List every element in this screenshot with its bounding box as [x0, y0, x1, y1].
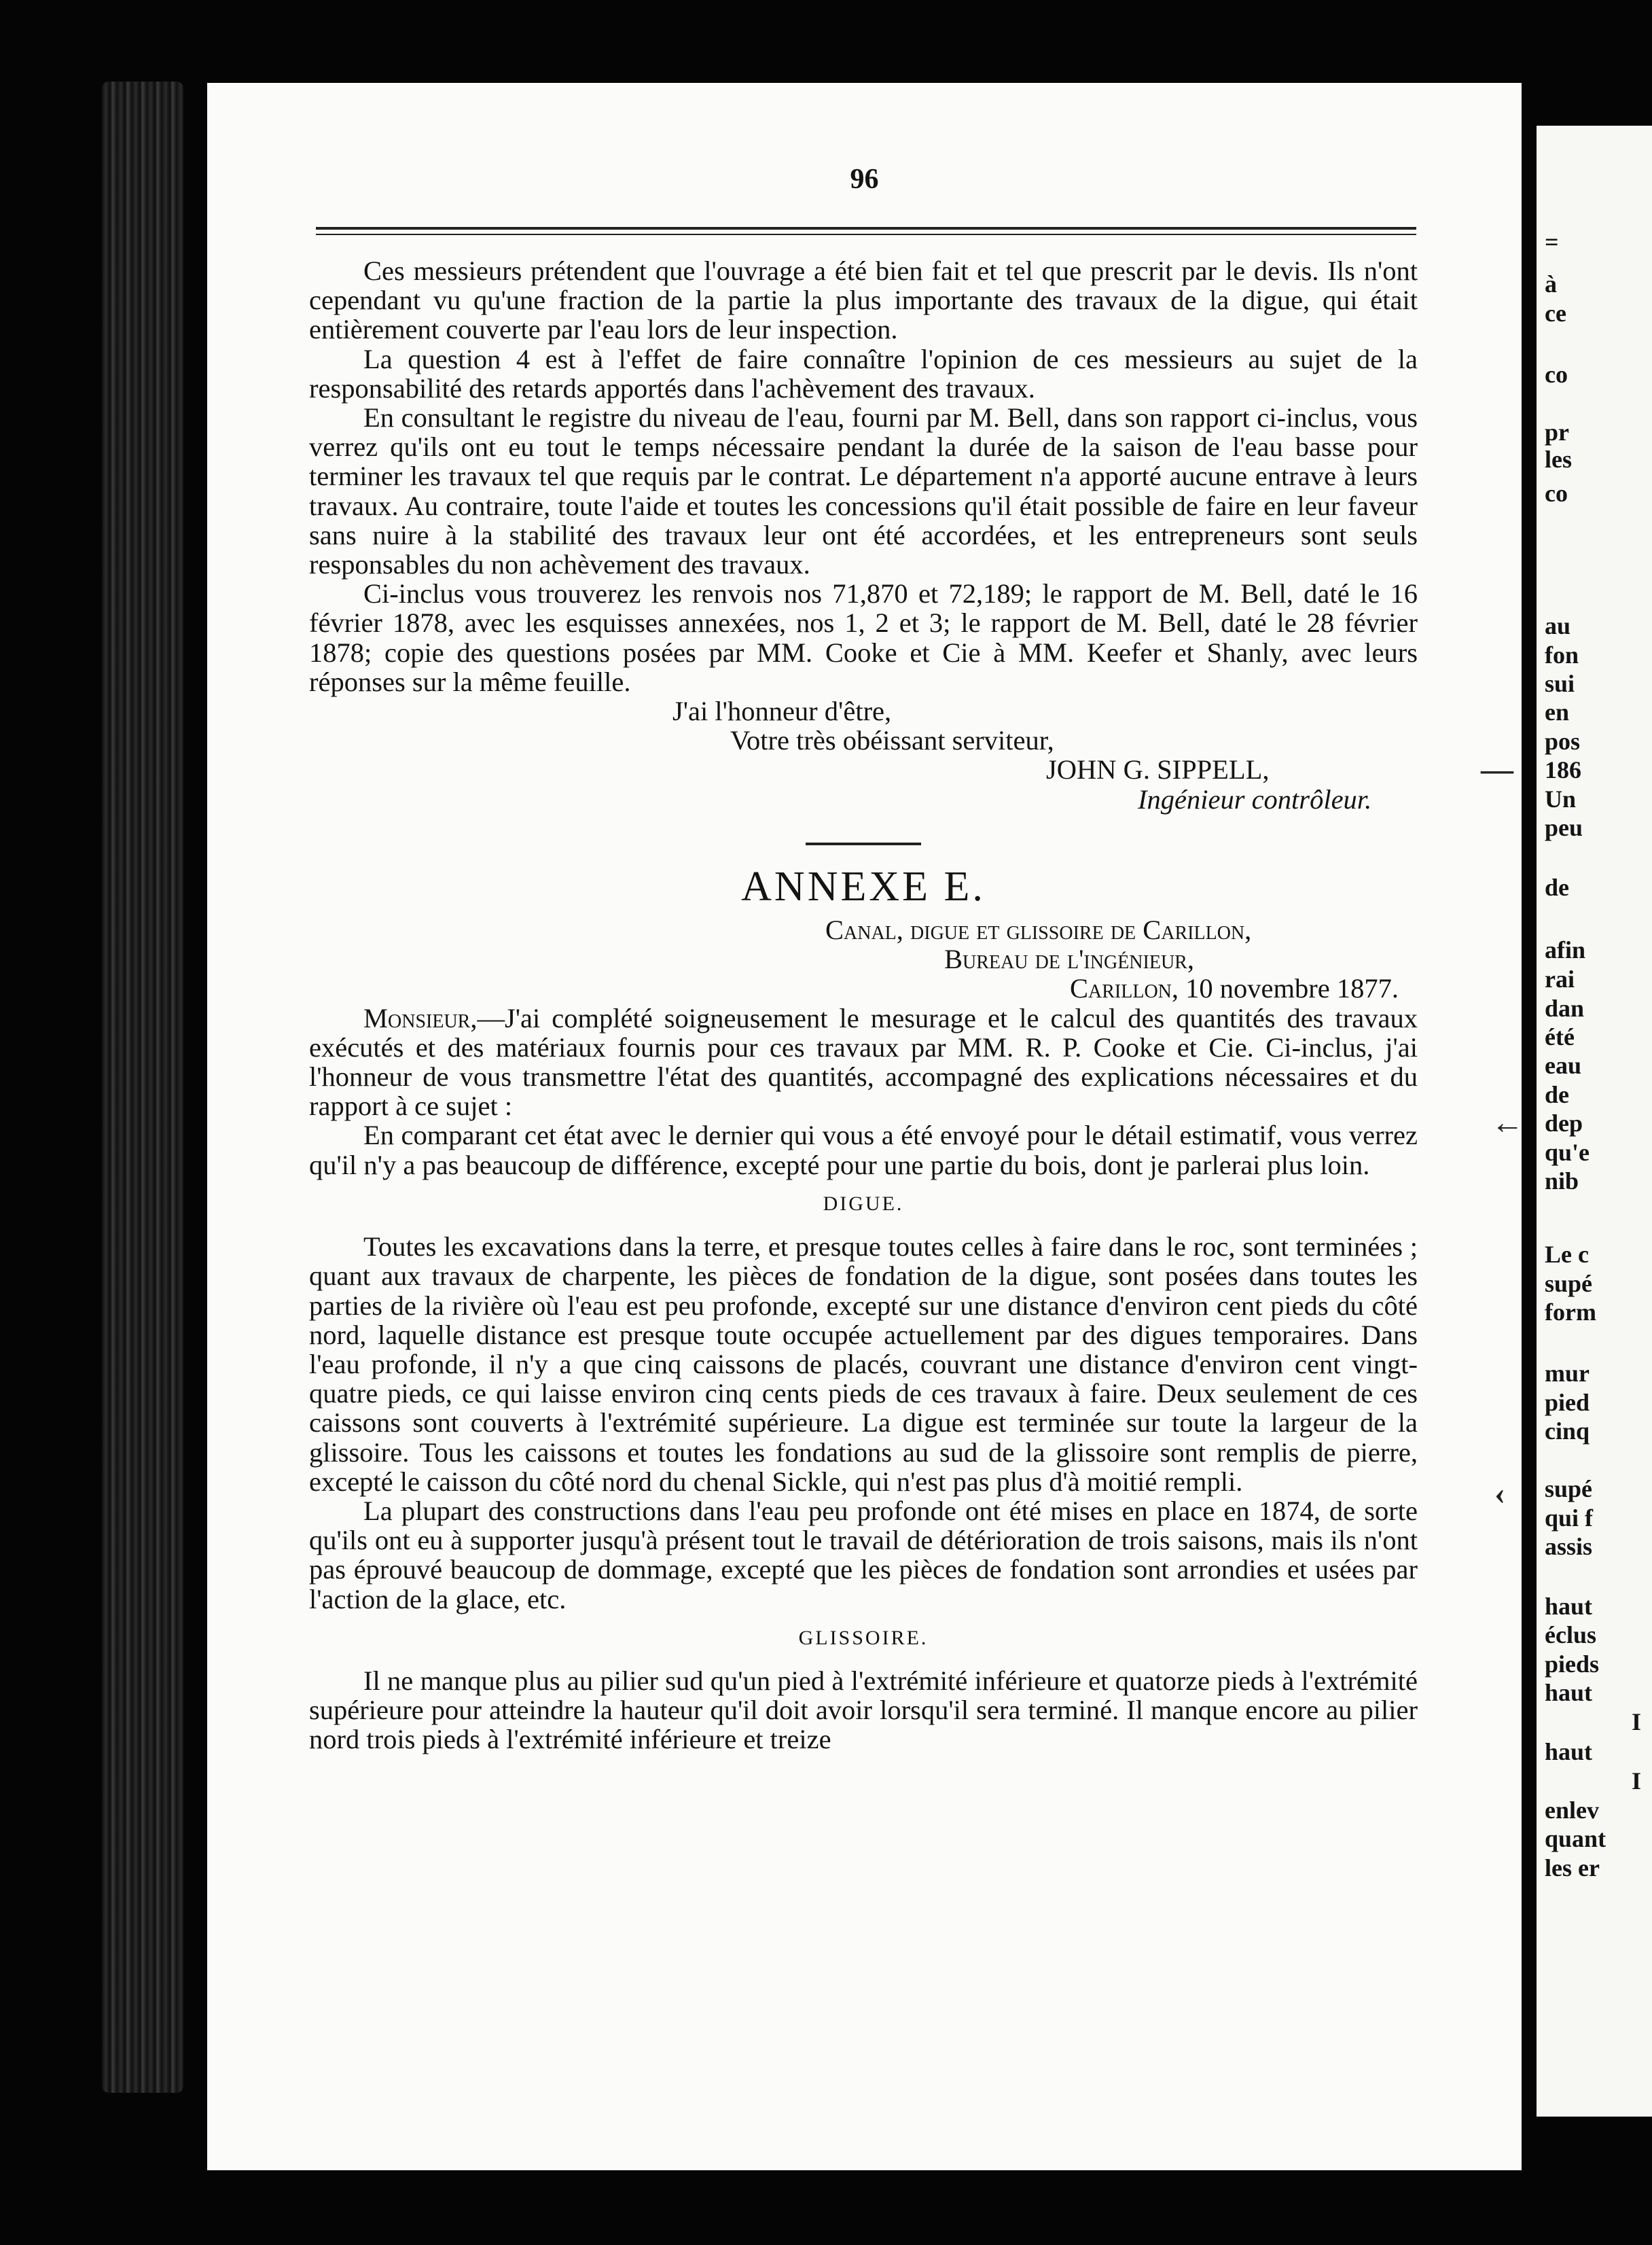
adjacent-fragment: pieds: [1545, 1650, 1600, 1678]
salutation: Monsieur,: [363, 1002, 478, 1033]
closing-line: J'ai l'honneur d'être,: [672, 696, 892, 727]
adjacent-fragment: supé: [1545, 1270, 1593, 1297]
adjacent-fragment: peu: [1545, 814, 1583, 841]
adjacent-fragment: co: [1545, 361, 1568, 388]
header-rule-thin: [316, 234, 1416, 235]
header-rule: [316, 227, 1416, 230]
adjacent-fragment: enlev: [1545, 1797, 1599, 1824]
adjacent-fragment: les er: [1545, 1854, 1600, 1881]
adjacent-fragment: pos: [1545, 728, 1581, 755]
paragraph: Ces messieurs prétendent que l'ouvrage a été bien fait et tel que prescrit par le devis. Ils n'ont cependant vu qu'une fraction de la partie la plus importante des travaux de la digue, qui était entièrement couverte par l'eau lors de leur inspection.: [309, 255, 1418, 345]
adjacent-fragment: assis: [1545, 1533, 1593, 1560]
dateline: [1070, 974, 1418, 1003]
adjacent-fragment: éclus: [1545, 1621, 1596, 1648]
adjacent-fragment: haut: [1545, 1738, 1593, 1765]
adjacent-fragment: 186: [1545, 756, 1581, 783]
adjacent-fragment: au: [1545, 612, 1571, 639]
annex-title: ANNEXE E.: [741, 863, 986, 910]
paragraph: En consultant le registre du niveau de l'eau, fourni par M. Bell, dans son rapport ci-inclus, vous verrez qu'ils ont eu tout le temps nécessaire pendant la durée de la saison de l'eau basse pour terminer les travaux tel que requis par le contrat. Le département n'a apporté aucune entrave à leurs travaux. Au contraire, toute l'aide et toutes les concessions qu'il était possible de faire en leur faveur sans nuire à la stabilité des travaux leur ont été accordées, et les entrepreneurs sont seuls responsables du non achèvement des travaux.: [309, 402, 1418, 580]
dateline-date: 10 novembre 1877.: [1185, 973, 1399, 1004]
signatory-title: Ingénieur contrôleur.: [1138, 783, 1372, 815]
adjacent-fragment: pied: [1545, 1389, 1590, 1416]
adjacent-fragment: cinq: [1545, 1417, 1590, 1445]
signatory-name: JOHN G. SIPPELL,: [1046, 754, 1270, 785]
adjacent-fragment: dep: [1545, 1110, 1583, 1137]
adjacent-fragment: rai: [1545, 966, 1575, 993]
margin-tick-mark: ‹: [1494, 1475, 1505, 1511]
paragraph: La plupart des constructions dans l'eau peu profonde ont été mises en place en 1874, de sorte qu'ils ont eu à supporter jusqu'à présent tout le travail de détérioration de trois saisons, mais ils n'ont pas éprouvé beaucoup de dommage, excepté que les pièces de fondation sont arrondies et usées par l'action de la glace, etc.: [309, 1495, 1418, 1614]
paragraph: Ci-inclus vous trouverez les renvois nos 71,870 et 72,189; le rapport de M. Bell, daté le 16 février 1878, avec les esquisses annexées, nos 1, 2 et 3; le rapport de M. Bell, daté le 28 février 1878; copie des questions posées par MM. Cooke et Cie à MM. Keefer et Shanly, avec leurs réponses sur la même feuille.: [309, 578, 1418, 697]
adjacent-fragment: Un: [1545, 785, 1577, 813]
paragraph: Il ne manque plus au pilier sud qu'un pied à l'extrémité inférieure et quatorze pieds à l'extrémité supérieure pour atteindre la hauteur qu'il doit avoir lorsqu'il sera terminé. Il manque encore au pilier nord trois pieds à l'extrémité inférieure et treize: [309, 1665, 1418, 1755]
adjacent-fragment: de: [1545, 874, 1569, 901]
adjacent-fragment: Le c: [1545, 1241, 1589, 1268]
adjacent-fragment: eau: [1545, 1052, 1581, 1079]
adjacent-fragment: mur: [1545, 1360, 1590, 1387]
adjacent-fragment: ce: [1545, 300, 1566, 327]
book-binding: [102, 82, 183, 2093]
margin-tick-mark: ←: [1491, 1105, 1524, 1141]
address-line-2: Bureau de l'ingénieur,: [944, 944, 1194, 975]
paragraph: [309, 1004, 1418, 1121]
address-line-1: Canal, digue et glissoire de Carillon,: [825, 915, 1252, 946]
adjacent-fragment: qui f: [1545, 1504, 1594, 1532]
adjacent-page-edge: [1537, 126, 1652, 2117]
adjacent-fragment: à: [1545, 270, 1557, 298]
closing-line-2: Votre très obéissant serviteur,: [730, 725, 1054, 756]
adjacent-fragment: les: [1545, 446, 1572, 473]
adjacent-fragment: co: [1545, 480, 1568, 507]
section-heading-digue: DIGUE.: [823, 1192, 904, 1215]
adjacent-fragment: pr: [1545, 419, 1569, 446]
adjacent-fragment: dan: [1545, 995, 1585, 1022]
adjacent-fragment: quant: [1545, 1825, 1606, 1852]
paragraph: La question 4 est à l'effet de faire connaître l'opinion de ces messieurs au sujet de la responsabilité des retards apportés dans l'achèvement des travaux.: [309, 343, 1418, 404]
book-page: [207, 83, 1522, 2170]
adjacent-fragment: supé: [1545, 1475, 1593, 1502]
paragraph: En comparant cet état avec le dernier qui vous a été envoyé pour le détail estimatif, vous verrez qu'il n'y a pas beaucoup de différence, excepté pour une partie du bois, dont je parlerai plus loin.: [309, 1120, 1418, 1180]
adjacent-fragment: =: [1545, 228, 1559, 255]
adjacent-fragment: form: [1545, 1298, 1596, 1326]
margin-dash-mark: —: [1481, 752, 1513, 788]
dateline-place: Carillon,: [1070, 973, 1179, 1004]
section-divider: [806, 843, 921, 845]
adjacent-fragment: sui: [1545, 670, 1575, 697]
adjacent-fragment: nib: [1545, 1167, 1579, 1195]
adjacent-fragment: en: [1545, 699, 1569, 726]
paragraph: Toutes les excavations dans la terre, et presque toutes celles à faire dans le roc, sont terminées ; quant aux travaux de charpente, les pièces de fondation de la digue, sont posées dans toutes les parties de la rivière où l'eau est peu profonde, excepté sur une distance d'environ cent pieds du côté nord, laquelle distance est presque toute occupée actuellement par des digues temporaires. Dans l'eau profonde, il n'y a que cinq caissons de placés, couvrant une distance d'environ cent vingt-quatre pieds, ce qui laisse environ cinq cents pieds de ces travaux à faire. Deux seulement de ces caissons sont couverts à l'extrémité supérieure. La digue est terminée sur toute la largeur de la glissoire. Tous les caissons et toutes les fondations au sud de la glissoire sont remplis de pierre, excepté le caisson du côté nord du chenal Sickle, qui n'est pas plus d'à moitié rempli.: [309, 1231, 1418, 1497]
adjacent-fragment: fon: [1545, 641, 1579, 669]
adjacent-fragment: été: [1545, 1023, 1575, 1050]
adjacent-fragment: haut: [1545, 1679, 1593, 1706]
adjacent-fragment: haut: [1545, 1593, 1593, 1620]
letter-body: [309, 256, 1418, 1754]
adjacent-fragment: afin: [1545, 936, 1586, 964]
adjacent-fragment: qu'e: [1545, 1139, 1590, 1166]
adjacent-fragment: I: [1632, 1767, 1642, 1795]
section-heading-glissoire: GLISSOIRE.: [798, 1626, 929, 1649]
adjacent-fragment: I: [1632, 1708, 1642, 1735]
adjacent-fragment: de: [1545, 1081, 1569, 1108]
intro-text: —J'ai complété soigneusement le mesurage et le calcul des quantités des travaux exécutés et des matériaux fournis pour ces travaux par MM. R. P. Cooke et Cie. Ci-inclus, j'ai l'honneur de vous transmettre l'état des quantités, accompagné des explications nécessaires et du rapport à ce sujet :: [309, 1002, 1418, 1122]
page-number: 96: [850, 164, 879, 195]
